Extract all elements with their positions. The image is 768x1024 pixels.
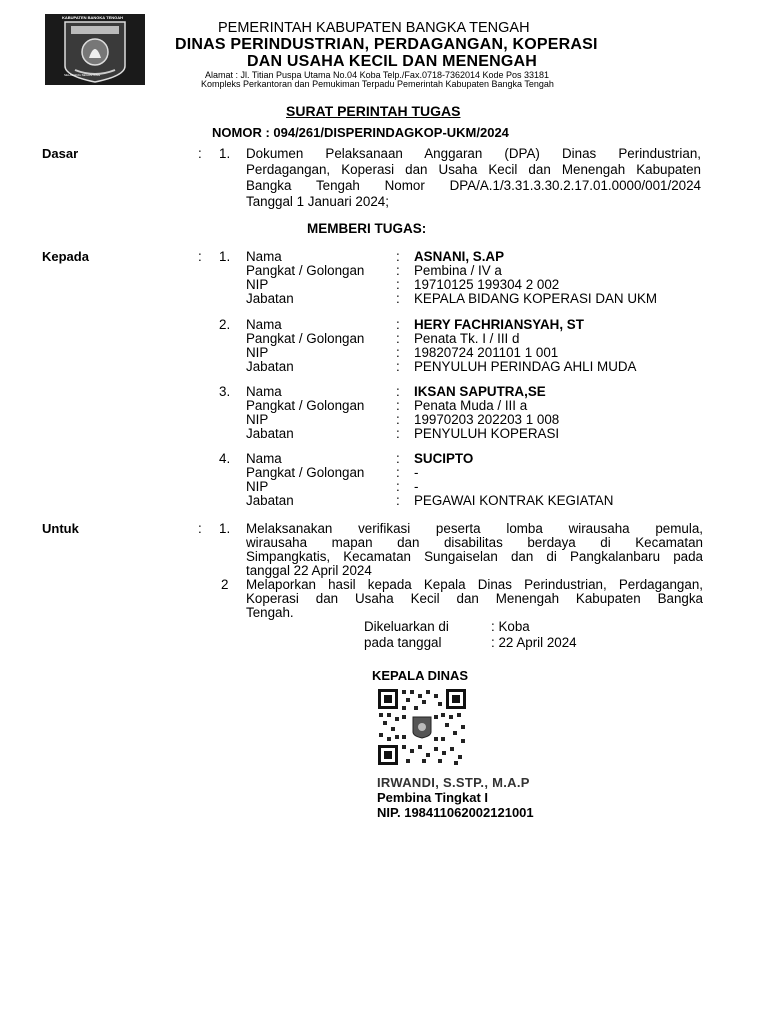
untuk-colon: : [198, 521, 202, 536]
letterhead-address: Alamat : Jl. Titian Puspa Utama No.04 Koba Telp./Fax.0718-7362014 Kode Pos 33181 [205, 70, 550, 80]
field-colon: : [396, 277, 400, 292]
issued-date-label: pada tanggal [364, 635, 442, 650]
field-label-nip: NIP [246, 345, 269, 360]
person-nip: 19710125 199304 2 002 [414, 277, 560, 292]
person-position: KEPALA BIDANG KOPERASI DAN UKM [414, 291, 658, 306]
field-colon: : [396, 412, 400, 427]
field-colon: : [396, 263, 400, 278]
dasar-label: Dasar [42, 146, 79, 161]
field-colon: : [396, 317, 400, 332]
person-nip: 19970203 202203 1 008 [414, 412, 560, 427]
person-rank: Pembina / IV a [414, 263, 502, 278]
person-name: SUCIPTO [414, 451, 474, 466]
letterhead-address-2: Kompleks Perkantoran dan Pemukiman Terpadu Pemerintah Kabupaten Bangka Tengah [201, 79, 554, 89]
logo-text-bottom: SELAWANG SEGANTANG [64, 73, 101, 77]
field-label-nama: Nama [246, 249, 282, 264]
dasar-line: Tanggal 1 Januari 2024; [246, 194, 389, 209]
field-colon: : [396, 465, 400, 480]
field-colon: : [396, 345, 400, 360]
untuk-item-line: wirausaha mapan dan disabilitas berdaya di Kecamatan [246, 535, 703, 550]
person-rank: Penata Muda / III a [414, 398, 528, 413]
field-label-pangkat: Pangkat / Golongan [246, 465, 365, 480]
untuk-item-line: Melaksanakan verifikasi peserta lomba wirausaha pemula, [246, 521, 703, 536]
signer-rank: Pembina Tingkat I [377, 790, 489, 805]
field-label-nip: NIP [246, 479, 269, 494]
untuk-item-number: 2 [221, 577, 229, 592]
untuk-label: Untuk [42, 521, 79, 536]
person-name: ASNANI, S.AP [414, 249, 505, 264]
document-number: NOMOR : 094/261/DISPERINDAGKOP-UKM/2024 [212, 125, 509, 140]
logo-text-top: KABUPATEN BANGKA TENGAH [62, 15, 124, 20]
signer-nip: NIP. 198411062002121001 [377, 805, 534, 820]
kepada-colon: : [198, 249, 202, 264]
field-colon: : [396, 479, 400, 494]
person-nip: - [414, 479, 419, 494]
dasar-number: 1. [219, 146, 231, 161]
untuk-item-line: Simpangkatis, Kecamatan Sungaiselan dan di Pangkalanbaru pada [246, 549, 703, 564]
field-label-pangkat: Pangkat / Golongan [246, 263, 365, 278]
person-position: PENYULUH PERINDAG AHLI MUDA [414, 359, 637, 374]
dasar-line: Bangka Tengah Nomor DPA/A.1/3.31.3.30.2.17.01.0000/001/2024 [246, 178, 701, 193]
issued-date-value: : 22 April 2024 [491, 635, 577, 650]
person-nip: 19820724 201101 1 001 [414, 345, 559, 360]
person-number: 3. [219, 384, 231, 399]
field-colon: : [396, 291, 400, 306]
field-colon: : [396, 331, 400, 346]
letterhead-agency-2: DAN USAHA KECIL DAN MENENGAH [247, 53, 538, 70]
field-label-jabatan: Jabatan [246, 426, 294, 441]
field-label-jabatan: Jabatan [246, 291, 294, 306]
untuk-item-line: Melaporkan hasil kepada Kepala Dinas Perindustrian, Perdagangan, [246, 577, 703, 592]
document-title: SURAT PERINTAH TUGAS [286, 103, 461, 119]
signature-heading: KEPALA DINAS [372, 668, 469, 683]
person-position: PENYULUH KOPERASI [414, 426, 560, 441]
person-name: IKSAN SAPUTRA,SE [414, 384, 546, 399]
field-colon: : [396, 384, 400, 399]
field-colon: : [396, 451, 400, 466]
kepada-label: Kepada [42, 249, 89, 264]
field-label-nama: Nama [246, 317, 282, 332]
person-name: HERY FACHRIANSYAH, ST [414, 317, 584, 332]
untuk-item-line: Koperasi dan Usaha Kecil dan Menengah Kabupaten Bangka [246, 591, 703, 606]
letterhead-government: PEMERINTAH KABUPATEN BANGKA TENGAH [218, 20, 530, 36]
dasar-line: Dokumen Pelaksanaan Anggaran (DPA) Dinas Perindustrian, [246, 146, 701, 161]
person-number: 4. [219, 451, 231, 466]
field-label-nama: Nama [246, 384, 282, 399]
field-label-nama: Nama [246, 451, 282, 466]
issued-place-value: : Koba [491, 619, 530, 634]
issued-place-label: Dikeluarkan di [364, 619, 449, 634]
dasar-line: Perdagangan, Koperasi dan Usaha Kecil dan Menengah Kabupaten [246, 162, 701, 177]
person-rank: Penata Tk. I / III d [414, 331, 520, 346]
field-label-jabatan: Jabatan [246, 493, 294, 508]
person-number: 1. [219, 249, 231, 264]
person-position: PEGAWAI KONTRAK KEGIATAN [414, 493, 614, 508]
memberi-tugas-heading: MEMBERI TUGAS: [307, 221, 427, 236]
untuk-item-line: tanggal 22 April 2024 [246, 563, 372, 578]
field-colon: : [396, 493, 400, 508]
field-colon: : [396, 398, 400, 413]
field-colon: : [396, 426, 400, 441]
field-label-nip: NIP [246, 412, 269, 427]
field-label-pangkat: Pangkat / Golongan [246, 398, 365, 413]
untuk-item-line: Tengah. [246, 605, 294, 620]
field-label-jabatan: Jabatan [246, 359, 294, 374]
field-label-nip: NIP [246, 277, 269, 292]
field-label-pangkat: Pangkat / Golongan [246, 331, 365, 346]
signer-name: IRWANDI, S.STP., M.A.P [377, 775, 530, 790]
letterhead-agency: DINAS PERINDUSTRIAN, PERDAGANGAN, KOPERASI [175, 36, 598, 53]
field-colon: : [396, 249, 400, 264]
untuk-item-number: 1. [219, 521, 231, 536]
field-colon: : [396, 359, 400, 374]
dasar-colon: : [198, 146, 202, 161]
qr-code-icon [377, 688, 467, 766]
person-number: 2. [219, 317, 231, 332]
person-rank: - [414, 465, 419, 480]
